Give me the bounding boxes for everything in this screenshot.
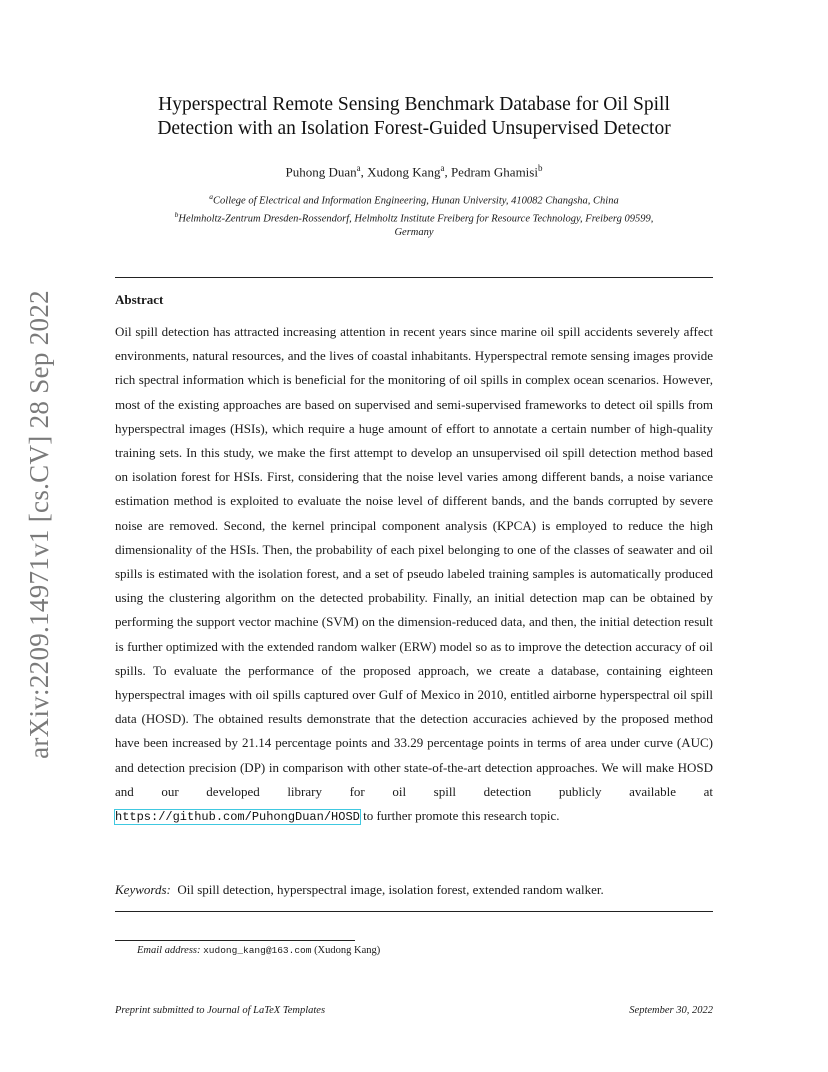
- author-list: Puhong Duan$^a$, Xudong Kang$^a$, Pedram Ghamisi$^b$: [285, 163, 543, 180]
- top-divider: [115, 277, 713, 278]
- email-label: Email address:: [137, 945, 201, 956]
- abstract-heading: Abstract: [115, 292, 164, 307]
- latex-logo: LaTeX: [253, 1005, 281, 1016]
- keywords-text: Oil spill detection, hyperspectral image, isolation forest, extended random walker.: [177, 882, 604, 897]
- author-affil-mark: a: [356, 163, 361, 173]
- keywords: [115, 882, 713, 898]
- title-line-1: Hyperspectral Remote Sensing Benchmark Database for Oil Spill: [158, 94, 670, 115]
- keywords-label: Keywords:: [115, 882, 171, 897]
- author-affil-mark: b: [537, 163, 543, 173]
- bottom-divider: [115, 911, 713, 912]
- title-line-2: Detection with an Isolation Forest-Guided Unsupervised Detector: [157, 118, 671, 139]
- paper-title: [115, 93, 713, 141]
- affiliation-line: Germany: [394, 227, 434, 238]
- abstract-tail: to further promote this research topic.: [359, 808, 560, 824]
- affiliation-line: $^b$Helmholtz-Zentrum Dresden-Rossendorf, Helmholtz Institute Freiberg for Resource Technology, Freiberg 09599,: [174, 210, 654, 225]
- abstract-body: [115, 320, 713, 829]
- footnote-rule: [115, 940, 355, 941]
- affiliations: [115, 190, 713, 240]
- email-address[interactable]: xudong_kang@163.com: [203, 945, 312, 956]
- affiliation-line: $^a$College of Electrical and Information Engineering, Hunan University, 410082 Changsha, China: [209, 192, 619, 207]
- author-name: Xudong Kang: [367, 164, 441, 180]
- arxiv-stamp: [22, 287, 56, 762]
- author-name: Pedram Ghamisi: [450, 164, 538, 180]
- github-link[interactable]: https://github.com/PuhongDuan/HOSD: [115, 810, 360, 825]
- preprint-date: September 30, 2022: [629, 1005, 713, 1016]
- email-owner: (Xudong Kang): [314, 945, 381, 956]
- abstract-text: Oil spill detection has attracted increasing attention in recent years since marine oil spill accidents severely affect environments, natural resources, and the lives of coastal inhabitants. Hyperspectral remote sensing images provide rich spectral information which is beneficial for the monitoring of oil spills in complex ocean scenarios. However, most of the existing approaches are based on supervised and semi-supervised frameworks to detect oil spills from hyperspectral images (HSIs), which require a huge amount of effort to annotate a certain number of high-quality training sets. In this study, we make the first attempt to develop an unsupervised oil spill detection method based on isolation forest for HSIs. First, considering that the noise level varies among different bands, a noise variance estimation method is exploited to evaluate the noise level of different bands, and the bands corrupted by severe noise are removed. Second, the kernel principal component analysis (KPCA) is employed to reduce the high dimensionality of the HSIs. Then, the probability of each pixel belonging to one of the classes of seawater and oil spills is estimated with the isolation forest, and a set of pseudo labeled training samples is automatically produced using the clustering algorithm on the detected probability. Finally, an initial detection map can be obtained by performing the support vector machine (SVM) on the dimension-reduced data, and then, the initial detection result is further optimized with the extended random walker (ERW) model so as to improve the detection accuracy of oil spills. To evaluate the performance of the proposed approach, we create a database, containing eighteen hyperspectral images with oil spills captured over Gulf of Mexico in 2010, entitled airborne hyperspectral oil spill data (HOSD). The obtained results demonstrate that the detection accuracies achieved by the proposed method have been increased by 21.14 percentage points and 33.29 percentage points in terms of area under curve (AUC) and detection precision (DP) in comparison with other state-of-the-art detection approaches. We will make HOSD and our developed library for oil spill detection publicly available at: [115, 324, 713, 799]
- preprint-note: Preprint submitted to Journal of LaTeX Templates: [115, 1005, 326, 1016]
- author-name: Puhong Duan: [285, 164, 357, 180]
- author-affil-mark: a: [440, 163, 445, 173]
- email-footnote: [137, 945, 380, 956]
- arxiv-stamp-text: arXiv:2209.14971v1 [cs.CV] 28 Sep 2022: [23, 290, 54, 759]
